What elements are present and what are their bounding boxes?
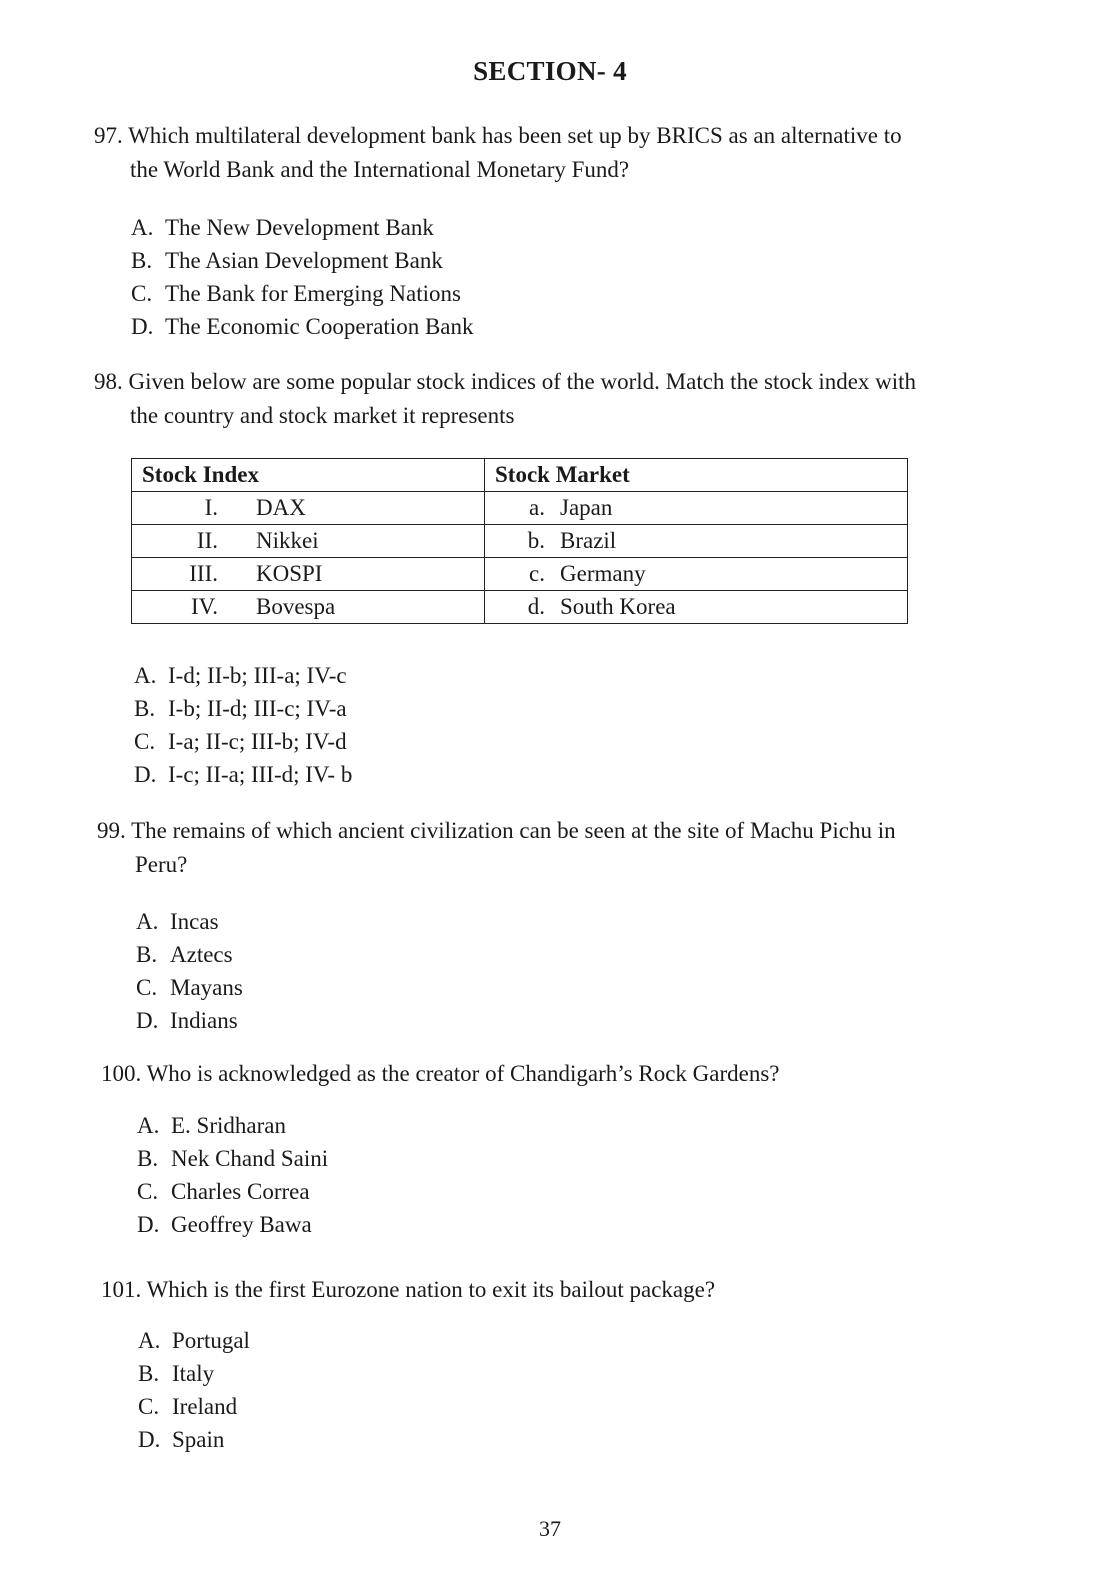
question-text-cont: Peru? (135, 852, 188, 877)
stock-market-name: South Korea (560, 594, 676, 619)
option-text: The Economic Cooperation Bank (165, 314, 474, 339)
question-98-stem (94, 365, 1034, 399)
option-letter: D. (138, 1427, 161, 1452)
option-text: The Asian Development Bank (165, 248, 443, 273)
option-c (136, 971, 243, 1004)
roman-numeral: II. (196, 528, 218, 553)
option-letter: B. (138, 1361, 160, 1386)
stock-index-name: Bovespa (256, 594, 336, 619)
question-100 (101, 1057, 1021, 1091)
option-letter: A. (134, 663, 157, 688)
option-d (138, 1423, 250, 1456)
stock-market-name: Brazil (560, 528, 617, 553)
roman-numeral: IV. (190, 594, 218, 619)
question-97-options (131, 211, 474, 343)
option-text: I-b; II-d; III-c; IV-a (168, 696, 347, 721)
option-letter: C. (131, 281, 153, 306)
roman-numeral: III. (189, 561, 218, 586)
question-99 (97, 814, 1017, 882)
option-text: Nek Chand Saini (171, 1146, 329, 1171)
option-text: Indians (170, 1008, 238, 1033)
stock-index-cell (132, 492, 485, 525)
option-letter: D. (137, 1212, 160, 1237)
option-text: Portugal (172, 1328, 250, 1353)
table-row (132, 591, 908, 624)
option-text: The Bank for Emerging Nations (165, 281, 461, 306)
option-a (131, 211, 474, 244)
section-title: SECTION- 4 (473, 56, 627, 86)
option-text: Charles Correa (171, 1179, 310, 1204)
alpha-label: a. (529, 495, 545, 520)
question-number: 97. (94, 123, 123, 148)
option-text: Ireland (172, 1394, 238, 1419)
stock-index-name: DAX (256, 495, 306, 520)
table-row (132, 525, 908, 558)
option-d (134, 758, 352, 791)
stock-index-name: Nikkei (256, 528, 319, 553)
option-letter: D. (131, 314, 154, 339)
option-a (134, 659, 352, 692)
stock-market-name: Germany (560, 561, 646, 586)
option-text: Italy (172, 1361, 215, 1386)
option-b (138, 1357, 250, 1390)
option-c (137, 1175, 328, 1208)
table-row (132, 492, 908, 525)
option-letter: C. (136, 975, 158, 1000)
option-b (137, 1142, 328, 1175)
question-text: The remains of which ancient civilization can be seen at the site of Machu Pichu in (131, 818, 896, 843)
question-number: 100. (101, 1061, 142, 1086)
stock-index-cell (132, 591, 485, 624)
option-letter: A. (131, 215, 154, 240)
stock-market-name: Japan (560, 495, 613, 520)
option-text: Spain (172, 1427, 225, 1452)
option-b (136, 938, 243, 971)
option-d (131, 310, 474, 343)
question-100-stem (101, 1057, 1021, 1091)
option-letter: A. (136, 909, 159, 934)
option-a (136, 905, 243, 938)
option-letter: C. (137, 1179, 159, 1204)
option-b (131, 244, 474, 277)
option-d (137, 1208, 328, 1241)
stock-market-cell (485, 558, 908, 591)
option-c (138, 1390, 250, 1423)
question-number: 99. (97, 818, 126, 843)
stock-market-cell (485, 525, 908, 558)
option-letter: D. (134, 762, 157, 787)
option-letter: A. (137, 1113, 160, 1138)
stock-index-cell (132, 558, 485, 591)
stock-index-cell (132, 525, 485, 558)
option-text: Geoffrey Bawa (171, 1212, 312, 1237)
stock-index-match-table (131, 458, 908, 624)
question-text: Which multilateral development bank has been set up by BRICS as an alternative to (128, 123, 902, 148)
question-101 (101, 1273, 1021, 1307)
question-text: Which is the first Eurozone nation to exit its bailout package? (146, 1277, 716, 1302)
question-text: Given below are some popular stock indices of the world. Match the stock index with (128, 369, 917, 394)
option-letter: B. (136, 942, 158, 967)
alpha-label: c. (529, 561, 545, 586)
table-row (132, 558, 908, 591)
column-header-stock-index: Stock Index (132, 459, 485, 492)
option-letter: A. (138, 1328, 161, 1353)
option-text: The New Development Bank (165, 215, 434, 240)
question-99-stem (97, 814, 1017, 848)
question-98-options (134, 659, 352, 791)
question-97 (94, 119, 1014, 187)
question-101-options (138, 1324, 250, 1456)
column-header-stock-market: Stock Market (485, 459, 908, 492)
option-text: Mayans (170, 975, 243, 1000)
question-text-cont: the country and stock market it represents (130, 403, 515, 428)
question-text: Who is acknowledged as the creator of Chandigarh’s Rock Gardens? (146, 1061, 780, 1086)
option-text: E. Sridharan (171, 1113, 286, 1138)
roman-numeral: I. (204, 495, 218, 520)
question-97-stem (94, 119, 1014, 153)
option-c (131, 277, 474, 310)
stock-market-cell (485, 591, 908, 624)
option-letter: B. (134, 696, 156, 721)
stock-market-cell (485, 492, 908, 525)
option-b (134, 692, 352, 725)
alpha-label: d. (527, 594, 545, 619)
table-header-row (132, 459, 908, 492)
option-text: Aztecs (170, 942, 233, 967)
option-letter: B. (137, 1146, 159, 1171)
option-text: I-d; II-b; III-a; IV-c (168, 663, 347, 688)
option-text: I-c; II-a; III-d; IV- b (168, 762, 353, 787)
question-98 (94, 365, 1034, 433)
option-a (137, 1109, 328, 1142)
page-number: 37 (539, 1516, 561, 1541)
option-letter: C. (138, 1394, 160, 1419)
alpha-label: b. (527, 528, 545, 553)
option-d (136, 1004, 243, 1037)
question-101-stem (101, 1273, 1021, 1307)
option-letter: D. (136, 1008, 159, 1033)
option-letter: C. (134, 729, 156, 754)
option-text: I-a; II-c; III-b; IV-d (168, 729, 347, 754)
option-a (138, 1324, 250, 1357)
question-text-cont: the World Bank and the International Monetary Fund? (130, 157, 630, 182)
question-number: 101. (101, 1277, 142, 1302)
option-c (134, 725, 352, 758)
question-99-options (136, 905, 243, 1037)
option-text: Incas (170, 909, 219, 934)
option-letter: B. (131, 248, 153, 273)
question-100-options (137, 1109, 328, 1241)
question-number: 98. (94, 369, 123, 394)
stock-index-name: KOSPI (256, 561, 323, 586)
